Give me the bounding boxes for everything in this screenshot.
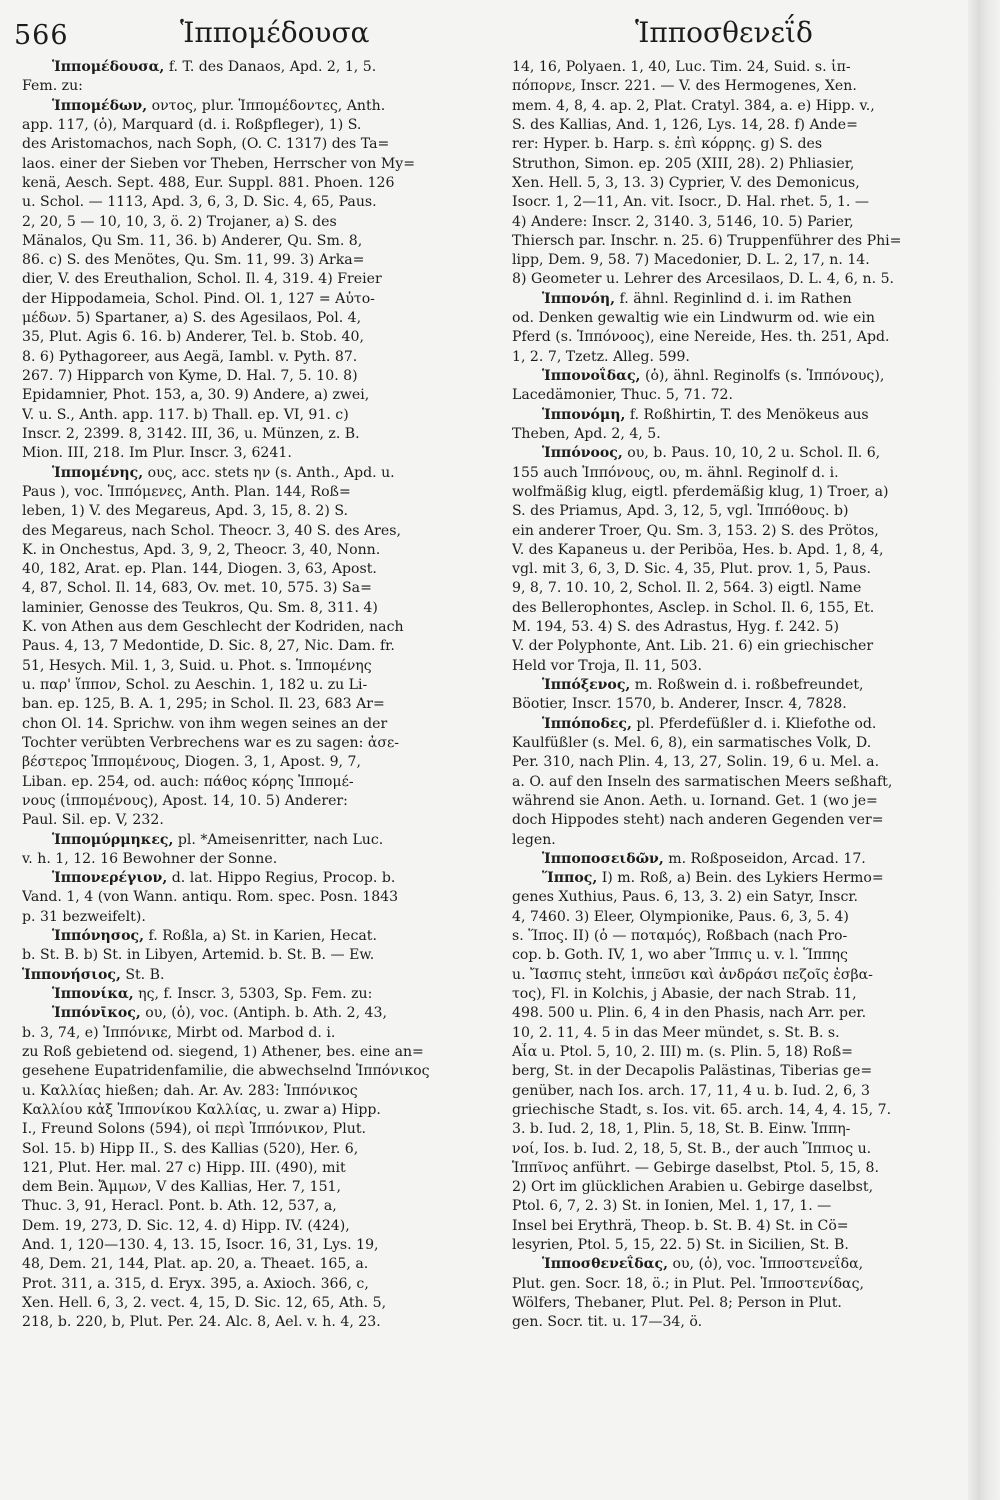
line-text: Paus. 4, 13, 7 Medontide, D. Sic. 8, 27, Nic. Dam. fr. <box>22 638 395 655</box>
line-text: dem Bein. Ἄμμων, V des Kallias, Her. 7, 151, <box>22 1179 342 1196</box>
running-head-right: Ἱπποσθενεΐδ <box>635 16 813 49</box>
text-line <box>512 1043 967 1062</box>
text-line <box>512 1159 967 1178</box>
text-line <box>22 811 492 830</box>
entry-line <box>22 1004 492 1023</box>
text-line <box>512 502 967 521</box>
text-line <box>22 1159 492 1178</box>
text-line <box>512 309 967 328</box>
text-line <box>22 541 492 560</box>
line-text: genüber, nach Ios. arch. 17, 11, 4 u. b. Iud. 2, 6, 3 <box>512 1082 870 1099</box>
text-line <box>22 676 492 695</box>
line-text: 1, 2. 7, Tzetz. Alleg. 599. <box>512 348 690 365</box>
line-text: 48, Dem. 21, 144, Plat. ap. 20, a. Theaet. 165, a. <box>22 1256 369 1273</box>
line-text: 498. 500 u. Plin. 6, 4 in den Phasis, nach Arr. per. <box>512 1005 867 1022</box>
line-text: Böotier, Inscr. 1570, b. Anderer, Inscr. 4, 7828. <box>512 696 847 713</box>
text-line <box>512 966 967 985</box>
line-text: kenä, Aesch. Sept. 488, Eur. Suppl. 881. Phoen. 126 <box>22 174 395 191</box>
line-text: gesehene Eupatridenfamilie, die abwechselnd Ἱππόνικος <box>22 1063 430 1080</box>
text-line <box>512 522 967 541</box>
entry-headword: Ἱπποποσειδῶν, <box>542 850 664 867</box>
entry-line <box>512 1255 967 1274</box>
text-line <box>512 657 967 676</box>
text-line <box>22 560 492 579</box>
entry-headword: Ἱππομύρμηκες, <box>52 831 174 848</box>
text-line <box>22 1082 492 1101</box>
line-text: 4) Andere: Inscr. 2, 3140. 3, 5146, 10. 5) Parier, <box>512 213 854 230</box>
text-line <box>512 328 967 347</box>
line-text: app. 117, (ὁ), Marquard (d. i. Roßpfleger), 1) S. <box>22 116 362 133</box>
line-text: u. Schol. — 1113, Apd. 3, 6, 3, D. Sic. 4, 65, Paus. <box>22 194 377 211</box>
line-text: πόπορνε, Inscr. 221. — V. des Hermogenes, Xen. <box>512 78 857 95</box>
text-line <box>22 753 492 772</box>
line-text: 218, b. 220, b, Plut. Per. 24. Alc. 8, Ael. v. h. 4, 23. <box>22 1314 381 1331</box>
line-text: v. h. 1, 12. 16 Bewohner der Sonne. <box>22 850 278 867</box>
text-line <box>22 850 492 869</box>
text-line <box>22 1197 492 1216</box>
entry-headword: Ἱππονόμη, <box>542 406 626 423</box>
text-line <box>22 174 492 193</box>
line-text: des Megareus, nach Schol. Theocr. 3, 40 S. des Ares, <box>22 522 401 539</box>
line-text: chon Ol. 14. Sprichw. von ihm wegen seines an der <box>22 715 388 732</box>
line-text: pl. *Ameisenritter, nach Luc. <box>173 831 384 848</box>
text-line <box>512 792 967 811</box>
line-text: legen. <box>512 831 556 848</box>
line-text: leben, 1) V. des Megareus, Apd. 3, 15, 8. 2) S. <box>22 503 348 520</box>
line-text: Fem. zu: <box>22 78 83 95</box>
line-text: Καλλίου κἀξ Ἱππονίκου Καλλίας, u. zwar a) Hipp. <box>22 1101 381 1118</box>
line-text: Epidamnier, Phot. 153, a, 30. 9) Andere, a) zwei, <box>22 387 370 404</box>
line-text: K. von Athen aus dem Geschlecht der Kodriden, nach <box>22 619 404 636</box>
text-line <box>22 367 492 386</box>
line-text: m. Roßposeidon, Arcad. 17. <box>663 850 866 867</box>
line-text: Theben, Apd. 2, 4, 5. <box>512 425 661 442</box>
entry-line <box>512 444 967 463</box>
line-text: I., Freund Solons (594), οἱ περὶ Ἱππόνικον, Plut. <box>22 1121 367 1138</box>
entry-line <box>22 831 492 850</box>
text-line <box>512 135 967 154</box>
line-text: Αἶα u. Ptol. 5, 10, 2. III) m. (s. Plin. 5, 18) Roß= <box>512 1043 853 1060</box>
text-line <box>512 618 967 637</box>
line-text: Sol. 15. b) Hipp II., S. des Kallias (520), Her. 6, <box>22 1140 359 1157</box>
line-text: βέστερος Ἱππομένους, Diogen. 3, 1, Apost. 9, 7, <box>22 754 361 771</box>
text-line <box>22 1178 492 1197</box>
entry-headword: Ἱππομέδων, <box>52 97 148 114</box>
entry-headword: Ἱππονίκα, <box>52 986 134 1002</box>
line-text: ου, b. Paus. 10, 10, 2 u. Schol. Il. 6, <box>622 445 881 462</box>
entry-line <box>512 290 967 309</box>
entry-headword: Ἱππόποδες, <box>542 715 632 732</box>
entry-headword: Ἱππομένης, <box>52 464 144 481</box>
text-line <box>22 386 492 405</box>
line-text: 4, 7460. 3) Eleer, Olympionike, Paus. 6, 3, 5. 4) <box>512 908 849 925</box>
line-text: Wölfers, Thebaner, Plut. Pel. 8; Person in Plut. <box>512 1295 842 1311</box>
text-line <box>512 251 967 270</box>
text-line <box>512 1140 967 1159</box>
line-text: Plut. gen. Socr. 18, ö.; in Plut. Pel. Ἱπποστενίδας, <box>512 1275 864 1292</box>
text-line <box>512 425 967 444</box>
line-text: gen. Socr. tit. u. 17—34, ö. <box>512 1314 703 1331</box>
text-line <box>512 213 967 232</box>
entry-line <box>22 58 492 77</box>
entry-headword: Ἱππομέδουσα, <box>52 59 165 75</box>
entry-line <box>512 715 967 734</box>
line-text: Mänalos, Qu Sm. 11, 36. b) Anderer, Qu. Sm. 8, <box>22 232 363 249</box>
line-text: 2) Ort im glücklichen Arabien u. Gebirge daselbst, <box>512 1179 874 1196</box>
line-text: Xen. Hell. 6, 3, 2. vect. 4, 15, D. Sic. 12, 65, Ath. 5, <box>22 1295 387 1311</box>
text-line <box>512 97 967 116</box>
line-text: 267. 7) Hipparch von Kyme, D. Hal. 7, 5. 10. 8) <box>22 368 358 384</box>
text-line <box>512 560 967 579</box>
entry-headword: Ἱππονερέγιον, <box>52 870 168 887</box>
text-line <box>512 193 967 212</box>
text-line <box>22 193 492 212</box>
line-text: Isocr. 1, 2—11, An. vit. Isocr., D. Hal. rhet. 5, 1. — <box>512 194 869 211</box>
entry-line <box>22 97 492 116</box>
text-line <box>22 908 492 927</box>
text-line <box>512 1236 967 1255</box>
left-column <box>22 58 492 1333</box>
line-text: während sie Anon. Aeth. u. Iornand. Get. 1 (wo je= <box>512 792 878 809</box>
text-line <box>512 174 967 193</box>
line-text: berg, St. in der Decapolis Palästinas, Tiberias ge= <box>512 1063 873 1080</box>
line-text: laos. einer der Sieben vor Theben, Herrscher von My= <box>22 155 416 172</box>
text-line <box>512 348 967 367</box>
text-line <box>512 116 967 135</box>
text-line <box>512 734 967 753</box>
text-line <box>512 1120 967 1139</box>
line-text: Per. 310, nach Plin. 4, 13, 27, Solin. 19, 6 u. Mel. a. <box>512 754 880 771</box>
line-text: Dem. 19, 273, D. Sic. 12, 4. d) Hipp. IV. (424), <box>22 1217 350 1234</box>
line-text: τος), Fl. in Kolchis, j Abasie, der nach Strab. 11, <box>512 986 857 1002</box>
text-line <box>22 348 492 367</box>
text-line <box>22 406 492 425</box>
line-text: mem. 4, 8, 4. ap. 2, Plat. Cratyl. 384, a. e) Hipp. v., <box>512 97 875 114</box>
line-text: Prot. 311, a. 315, d. Eryx. 395, a. Axioch. 366, c, <box>22 1275 369 1292</box>
text-line <box>512 155 967 174</box>
line-text: Liban. ep. 254, od. auch: πάθος κόρης Ἱππομέ- <box>22 773 354 790</box>
line-text: 35, Plut. Agis 6. 16. b) Anderer, Tel. b. Stob. 40, <box>22 329 364 346</box>
right-column <box>512 58 967 1333</box>
text-line <box>512 1024 967 1043</box>
entry-line <box>22 869 492 888</box>
text-line <box>512 695 967 714</box>
line-text: 51, Hesych. Mil. 1, 3, Suid. u. Phot. s. Ἱππομένης <box>22 657 372 674</box>
line-text: Ἱππῖνος anführt. — Gebirge daselbst, Ptol. 5, 15, 8. <box>512 1159 879 1176</box>
line-text: Paul. Sil. ep. V, 232. <box>22 812 164 829</box>
text-line <box>512 1313 967 1332</box>
text-line <box>22 155 492 174</box>
line-text: lipp, Dem. 9, 58. 7) Macedonier, D. L. 2, 17, n. 14. <box>512 252 870 269</box>
line-text: 14, 16, Polyaen. 1, 40, Luc. Tim. 24, Suid. s. ἱπ- <box>512 59 851 75</box>
text-line <box>512 1082 967 1101</box>
text-line <box>512 599 967 618</box>
entry-headword: Ἱππονοΐδας, <box>542 368 641 384</box>
entry-headword: Ἱππόνησος, <box>52 928 145 945</box>
line-text: cop. b. Goth. IV, 1, wo aber Ἵππις u. v. l. Ἵππης <box>512 947 848 964</box>
line-text: 10, 2. 11, 4. 5 in das Meer mündet, s. St. B. s. <box>512 1024 840 1041</box>
text-line <box>512 946 967 965</box>
line-text: ban. ep. 125, B. A. 1, 295; in Schol. Il. 23, 683 Ar= <box>22 696 385 713</box>
line-text: Inscr. 2, 2399. 8, 3142. III, 36, u. Münzen, z. B. <box>22 425 360 442</box>
line-text: Kaulfüßler (s. Mel. 6, 8), ein sarmatisches Volk, D. <box>512 734 872 751</box>
text-line <box>22 657 492 676</box>
line-text: pl. Pferdefüßler d. i. Kliefothe od. <box>631 715 877 732</box>
line-text: Ptol. 6, 7, 2. 3) St. in Ionien, Mel. 1, 17, 1. — <box>512 1198 832 1215</box>
line-text: 8. 6) Pythagoreer, aus Aegä, Iambl. v. Pyth. 87. <box>22 348 358 365</box>
running-head-left: Ἱππομέδουσα <box>180 16 370 49</box>
text-line <box>512 464 967 483</box>
line-text: f. ähnl. Reginlind d. i. im Rathen <box>615 290 852 307</box>
line-text: u. παρ' ἵππον, Schol. zu Aeschin. 1, 182 u. zu Li- <box>22 677 368 693</box>
line-text: S. des Kallias, And. 1, 126, Lys. 14, 28. f) Ande= <box>512 116 858 133</box>
line-text: 121, Plut. Her. mal. 27 c) Hipp. III. (490), mit <box>22 1159 346 1176</box>
line-text: der Hippodameia, Schol. Pind. Ol. 1, 127 = Αὐτο- <box>22 290 375 307</box>
line-text: f. T. des Danaos, Apd. 2, 1, 5. <box>164 59 377 75</box>
line-text: p. 31 bezweifelt). <box>22 908 146 925</box>
line-text: Thuc. 3, 91, Heracl. Pont. b. Ath. 12, 537, a, <box>22 1198 337 1215</box>
entry-line <box>512 406 967 425</box>
line-text: griechische Stadt, s. Ios. vit. 65. arch. 14, 4, 4. 15, 7. <box>512 1101 892 1118</box>
text-line <box>22 618 492 637</box>
text-line <box>22 734 492 753</box>
text-line <box>512 386 967 405</box>
line-text: ους, acc. stets ην (s. Anth., Apd. u. <box>143 464 395 481</box>
entry-headword: Ἱππόξενος, <box>542 677 631 693</box>
line-text: μέδων. 5) Spartaner, a) S. des Agesilaos, Pol. 4, <box>22 310 362 327</box>
line-text: V. u. S., Anth. app. 117. b) Thall. ep. VI, 91. c) <box>22 406 349 423</box>
text-line <box>22 213 492 232</box>
line-text: 9, 8, 7. 10. 10, 2, Schol. Il. 2, 564. 3) eigtl. Name <box>512 580 862 597</box>
text-line <box>22 1236 492 1255</box>
line-text: S. des Priamus, Apd. 3, 12, 5, vgl. Ἱππόθους. b) <box>512 503 849 520</box>
text-line <box>512 637 967 656</box>
text-line <box>512 753 967 772</box>
entry-line <box>512 676 967 695</box>
line-text: 86. c) S. des Menötes, Qu. Sm. 11, 99. 3) Arka= <box>22 252 365 269</box>
line-text: 155 auch Ἱππόνους, ου, m. ähnl. Reginolf d. i. <box>512 464 839 481</box>
text-line <box>22 1024 492 1043</box>
line-text: genes Xuthius, Paus. 6, 13, 3. 2) ein Satyr, Inscr. <box>512 889 859 906</box>
text-line <box>512 270 967 289</box>
text-line <box>22 444 492 463</box>
entry-line <box>512 869 967 888</box>
line-text: νοί, Ios. b. Iud. 2, 18, 5, St. B., der auch Ἵππιος u. <box>512 1140 872 1157</box>
line-text: Lacedämonier, Thuc. 5, 71. 72. <box>512 387 733 404</box>
entry-headword: Ἱππονήσιος, <box>22 966 121 983</box>
line-text: u. Καλλίας hießen; dah. Ar. Av. 283: Ἱππόνικος <box>22 1082 358 1099</box>
text-line <box>22 1120 492 1139</box>
line-text: 8) Geometer u. Lehrer des Arcesilaos, D. L. 4, 6, n. 5. <box>512 271 895 288</box>
text-line <box>512 1197 967 1216</box>
line-text: Struthon, Simon. ep. 205 (XIII, 28). 2) Phliasier, <box>512 155 855 172</box>
text-line <box>22 599 492 618</box>
line-text: ου, (ὁ), voc. (Antiph. b. Ath. 2, 43, <box>140 1005 387 1022</box>
text-line <box>22 946 492 965</box>
entry-headword: Ἱπποσθενεΐδας, <box>542 1256 668 1273</box>
line-text: des Bellerophontes, Asclep. in Schol. Il. 6, 155, Et. <box>512 599 875 616</box>
line-text: Tochter verübten Verbrechens war es zu sagen: ἀσε- <box>22 734 400 751</box>
text-line <box>22 483 492 502</box>
line-text: V. der Polyphonte, Ant. Lib. 21. 6) ein griechischer <box>512 638 874 655</box>
text-line <box>22 1294 492 1313</box>
line-text: dier, V. des Ereuthalion, Schol. Il. 4, 319. 4) Freier <box>22 271 382 288</box>
text-line <box>22 792 492 811</box>
line-text: laminier, Genosse des Teukros, Qu. Sm. 8, 311. 4) <box>22 599 378 616</box>
text-line <box>22 773 492 792</box>
line-text: K. in Onchestus, Apd. 3, 9, 2, Theocr. 3, 40, Nonn. <box>22 541 381 558</box>
text-line <box>22 715 492 734</box>
entry-headword: Ἱππονόη, <box>542 290 616 307</box>
line-text: f. Roßhirtin, T. des Menökeus aus <box>625 406 869 423</box>
line-text: lesyrien, Ptol. 5, 15, 22. 5) St. in Sicilien, St. B. <box>512 1237 849 1254</box>
text-line <box>22 116 492 135</box>
line-text: Insel bei Erythrä, Theop. b. St. B. 4) St. in Cö= <box>512 1217 849 1234</box>
text-line <box>512 908 967 927</box>
book-binding-shadow <box>968 0 1000 1500</box>
line-text: νους (ἱππομένους), Apost. 14, 10. 5) Anderer: <box>22 792 348 809</box>
text-line <box>512 985 967 1004</box>
page-number: 566 <box>14 20 69 51</box>
line-text: V. des Kapaneus u. der Periböa, Hes. b. Apd. 1, 8, 4, <box>512 541 884 558</box>
entry-line <box>22 985 492 1004</box>
line-text: wolfmäßig klug, eigtl. pferdemäßig klug, 1) Troer, a) <box>512 483 889 500</box>
line-text: 3. b. Iud. 2, 18, 1, Plin. 5, 18, St. B. Einw. Ἱππη- <box>512 1121 851 1138</box>
line-text: des Aristomachos, nach Soph, (O. C. 1317) des Ta= <box>22 136 390 153</box>
text-line <box>512 773 967 792</box>
text-line <box>22 1062 492 1081</box>
text-line <box>512 1275 967 1294</box>
text-line <box>22 290 492 309</box>
line-text: (ὁ), ähnl. Reginolfs (s. Ἱππόνους), <box>640 368 885 384</box>
text-line <box>22 309 492 328</box>
line-text: οντος, plur. Ἱππομέδοντες, Anth. <box>147 97 386 114</box>
text-line <box>22 270 492 289</box>
text-line <box>22 579 492 598</box>
line-text: ης, f. Inscr. 3, 5303, Sp. Fem. zu: <box>133 986 373 1002</box>
text-line <box>512 579 967 598</box>
text-line <box>22 251 492 270</box>
line-text: doch Hippodes steht) nach anderen Gegenden ver= <box>512 812 884 829</box>
line-text: b. St. B. b) St. in Libyen, Artemid. b. St. B. — Ew. <box>22 947 375 964</box>
line-text: m. Roßwein d. i. roßbefreundet, <box>630 677 864 693</box>
text-line <box>512 541 967 560</box>
line-text: Vand. 1, 4 (von Wann. antiqu. Rom. spec. Posn. 1843 <box>22 889 399 906</box>
entry-headword: Ἱππόνοος, <box>542 445 623 462</box>
entry-headword: Ἵππος, <box>542 870 598 887</box>
line-text: d. lat. Hippo Regius, Procop. b. <box>167 870 396 887</box>
text-line <box>512 1004 967 1023</box>
text-line <box>22 232 492 251</box>
line-text: rer: Hyper. b. Harp. s. ἐπὶ κόρρης. g) S. des <box>512 136 823 153</box>
text-line <box>22 1217 492 1236</box>
text-line <box>512 1294 967 1313</box>
text-line <box>22 1043 492 1062</box>
line-text: u. Ἴασπις steht, ἱππεῦσι καὶ ἀνδράσι πεζοῖς ἐσβα- <box>512 966 873 983</box>
line-text: 2, 20, 5 — 10, 10, 3, ö. 2) Trojaner, a) S. des <box>22 213 337 230</box>
text-line <box>22 502 492 521</box>
line-text: a. O. auf den Inseln des sarmatischen Meers seßhaft, <box>512 773 893 790</box>
text-line <box>22 1101 492 1120</box>
line-text: Mion. III, 218. Im Plur. Inscr. 3, 6241. <box>22 445 292 462</box>
text-line <box>512 1101 967 1120</box>
line-text: Xen. Hell. 5, 3, 13. 3) Cyprier, V. des Demonicus, <box>512 174 860 191</box>
line-text: And. 1, 120—130. 4, 13. 15, Isocr. 16, 31, Lys. 19, <box>22 1237 379 1254</box>
line-text: St. B. <box>120 966 165 983</box>
text-line <box>22 1275 492 1294</box>
text-line <box>22 888 492 907</box>
text-line <box>512 831 967 850</box>
text-line <box>22 522 492 541</box>
text-line <box>512 811 967 830</box>
line-text: f. Roßla, a) St. in Karien, Hecat. <box>144 928 377 945</box>
text-line <box>22 1255 492 1274</box>
text-line <box>512 77 967 96</box>
entry-line <box>512 850 967 869</box>
text-line <box>22 695 492 714</box>
text-line <box>22 328 492 347</box>
line-text: b. 3, 74, e) Ἱππόνικε, Mirbt od. Marbod d. i. <box>22 1024 336 1041</box>
line-text: I) m. Roß, a) Bein. des Lykiers Hermo= <box>597 870 884 887</box>
entry-line <box>22 966 492 985</box>
text-line <box>22 425 492 444</box>
line-text: od. Denken gewaltig wie ein Lindwurm od. wie ein <box>512 310 875 327</box>
entry-line <box>512 367 967 386</box>
text-line <box>512 232 967 251</box>
line-text: vgl. mit 3, 6, 3, D. Sic. 4, 35, Plut. prov. 1, 5, Paus. <box>512 561 871 578</box>
text-line <box>512 927 967 946</box>
line-text: 40, 182, Arat. ep. Plan. 144, Diogen. 3, 63, Apost. <box>22 561 377 578</box>
line-text: ου, (ὁ), voc. Ἱπποστενεΐδα, <box>668 1256 864 1273</box>
line-text: Thiersch par. Inschr. n. 25. 6) Truppenführer des Phi= <box>512 232 902 249</box>
text-line <box>22 77 492 96</box>
line-text: Paus ), voc. Ἱππόμενες, Anth. Plan. 144, Roß= <box>22 483 351 500</box>
line-text: s. Ἵπος. II) (ὁ — ποταμός), Roßbach (nach Pro- <box>512 928 848 945</box>
entry-headword: Ἱππόνῑκος, <box>52 1005 141 1022</box>
text-line <box>22 1140 492 1159</box>
text-line <box>512 1217 967 1236</box>
text-line <box>512 483 967 502</box>
text-line <box>22 637 492 656</box>
text-line <box>22 135 492 154</box>
entry-line <box>22 464 492 483</box>
text-line <box>512 1178 967 1197</box>
text-line <box>22 1313 492 1332</box>
text-line <box>512 58 967 77</box>
line-text: Held vor Troja, Il. 11, 503. <box>512 657 702 674</box>
line-text: 4, 87, Schol. Il. 14, 683, Ov. met. 10, 575. 3) Sa= <box>22 580 372 597</box>
text-line <box>512 888 967 907</box>
entry-line <box>22 927 492 946</box>
line-text: Pferd (s. Ἱππόνοος), eine Nereide, Hes. th. 251, Apd. <box>512 329 890 346</box>
line-text: zu Roß gebietend od. siegend, 1) Athener, bes. eine an= <box>22 1043 424 1060</box>
line-text: M. 194, 53. 4) S. des Adrastus, Hyg. f. 242. 5) <box>512 619 840 636</box>
text-line <box>512 1062 967 1081</box>
line-text: ein anderer Troer, Qu. Sm. 3, 153. 2) S. des Prötos, <box>512 522 879 539</box>
